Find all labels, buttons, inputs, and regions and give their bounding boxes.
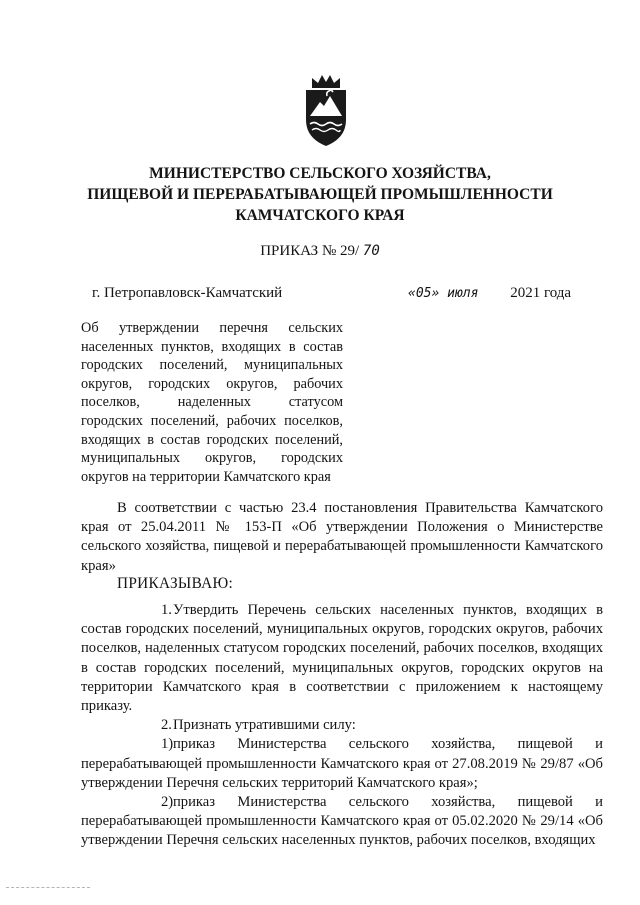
order-items bbox=[81, 601, 603, 851]
order-item bbox=[81, 716, 603, 735]
ministry-title-line: МИНИСТЕРСТВО СЕЛЬСКОГО ХОЗЯЙСТВА, bbox=[149, 165, 491, 182]
city: г. Петропавловск-Камчатский bbox=[92, 285, 283, 301]
basis-text: В соответствии с частью 23.4 постановления Правительства Камчатского края от 25.04.2011 № 153-П «Об утверждении Положения о Министерстве сельского хозяйства, пищевой и перерабатывающей промышленности Камчатского края» bbox=[81, 500, 603, 574]
ministry-title-line: ПИЩЕВОЙ И ПЕРЕРАБАТЫВАЮЩЕЙ ПРОМЫШЛЕННОСТИ bbox=[87, 186, 553, 203]
order-title bbox=[0, 243, 640, 260]
kamchatka-coat-of-arms-icon bbox=[300, 72, 352, 148]
ministry-title-line: КАМЧАТСКОГО КРАЯ bbox=[235, 207, 405, 224]
item-number: 2. bbox=[161, 717, 172, 734]
item-number: 1. bbox=[161, 602, 172, 618]
item-number: 1) bbox=[161, 736, 174, 753]
item-text: Утвердить Перечень сельских населенных пунктов, входящих в состав городских поселений, муниципальных округов, городских округов, рабочих поселков, наделенных статусом городских поселений, рабочих поселков, входящих в состав городских поселений, муниципальных округов, городских округов на территории Камчатского края в соответствии с приложением к настоящему приказу. bbox=[81, 602, 603, 715]
subject-line: городских поселений, рабочих поселков, bbox=[81, 412, 343, 429]
subject-line: входящих в состав городских поселений, bbox=[81, 431, 343, 448]
item-text: приказ Министерства сельского хозяйства, пищевой и перерабатывающей промышленности Камчатского края от 05.02.2020 № 29/14 «Об утверждении Перечня сельских населенных пунктов, рабочих поселков, входящих bbox=[81, 794, 603, 849]
order-item bbox=[81, 735, 603, 793]
ministry-title bbox=[60, 163, 580, 226]
order-date bbox=[408, 285, 571, 302]
item-number: 2) bbox=[161, 794, 174, 811]
basis-paragraph bbox=[81, 499, 603, 576]
decree-word: ПРИКАЗЫВАЮ: bbox=[117, 575, 234, 592]
subject-line: муниципальных округов, городских bbox=[81, 450, 343, 467]
order-label: ПРИКАЗ № 29/ bbox=[260, 243, 360, 259]
order-item bbox=[81, 793, 603, 851]
subject-line: округов, городских округов, рабочих bbox=[81, 375, 343, 392]
order-number-handwritten: 70 bbox=[362, 243, 380, 259]
date-handwritten: «05» июля bbox=[408, 286, 479, 301]
order-subject bbox=[81, 319, 343, 486]
subject-line: округов на территории Камчатского края bbox=[81, 468, 331, 485]
order-item bbox=[81, 601, 603, 716]
subject-line: поселков, наделенных статусом bbox=[81, 394, 343, 411]
subject-line: Об утверждении перечня сельских bbox=[81, 320, 343, 336]
item-text: приказ Министерства сельского хозяйства, пищевой и перерабатывающей промышленности Камчатского края от 27.08.2019 № 29/87 «Об утверждении Перечня сельских территорий Камчатского края»; bbox=[81, 736, 603, 791]
date-year: 2021 года bbox=[510, 285, 572, 301]
item-text: Признать утратившими силу: bbox=[173, 717, 356, 734]
subject-line: населенных пунктов, входящих в состав bbox=[81, 338, 343, 355]
subject-line: городских поселений, муниципальных bbox=[81, 357, 343, 374]
scan-footer-mark bbox=[6, 887, 90, 889]
